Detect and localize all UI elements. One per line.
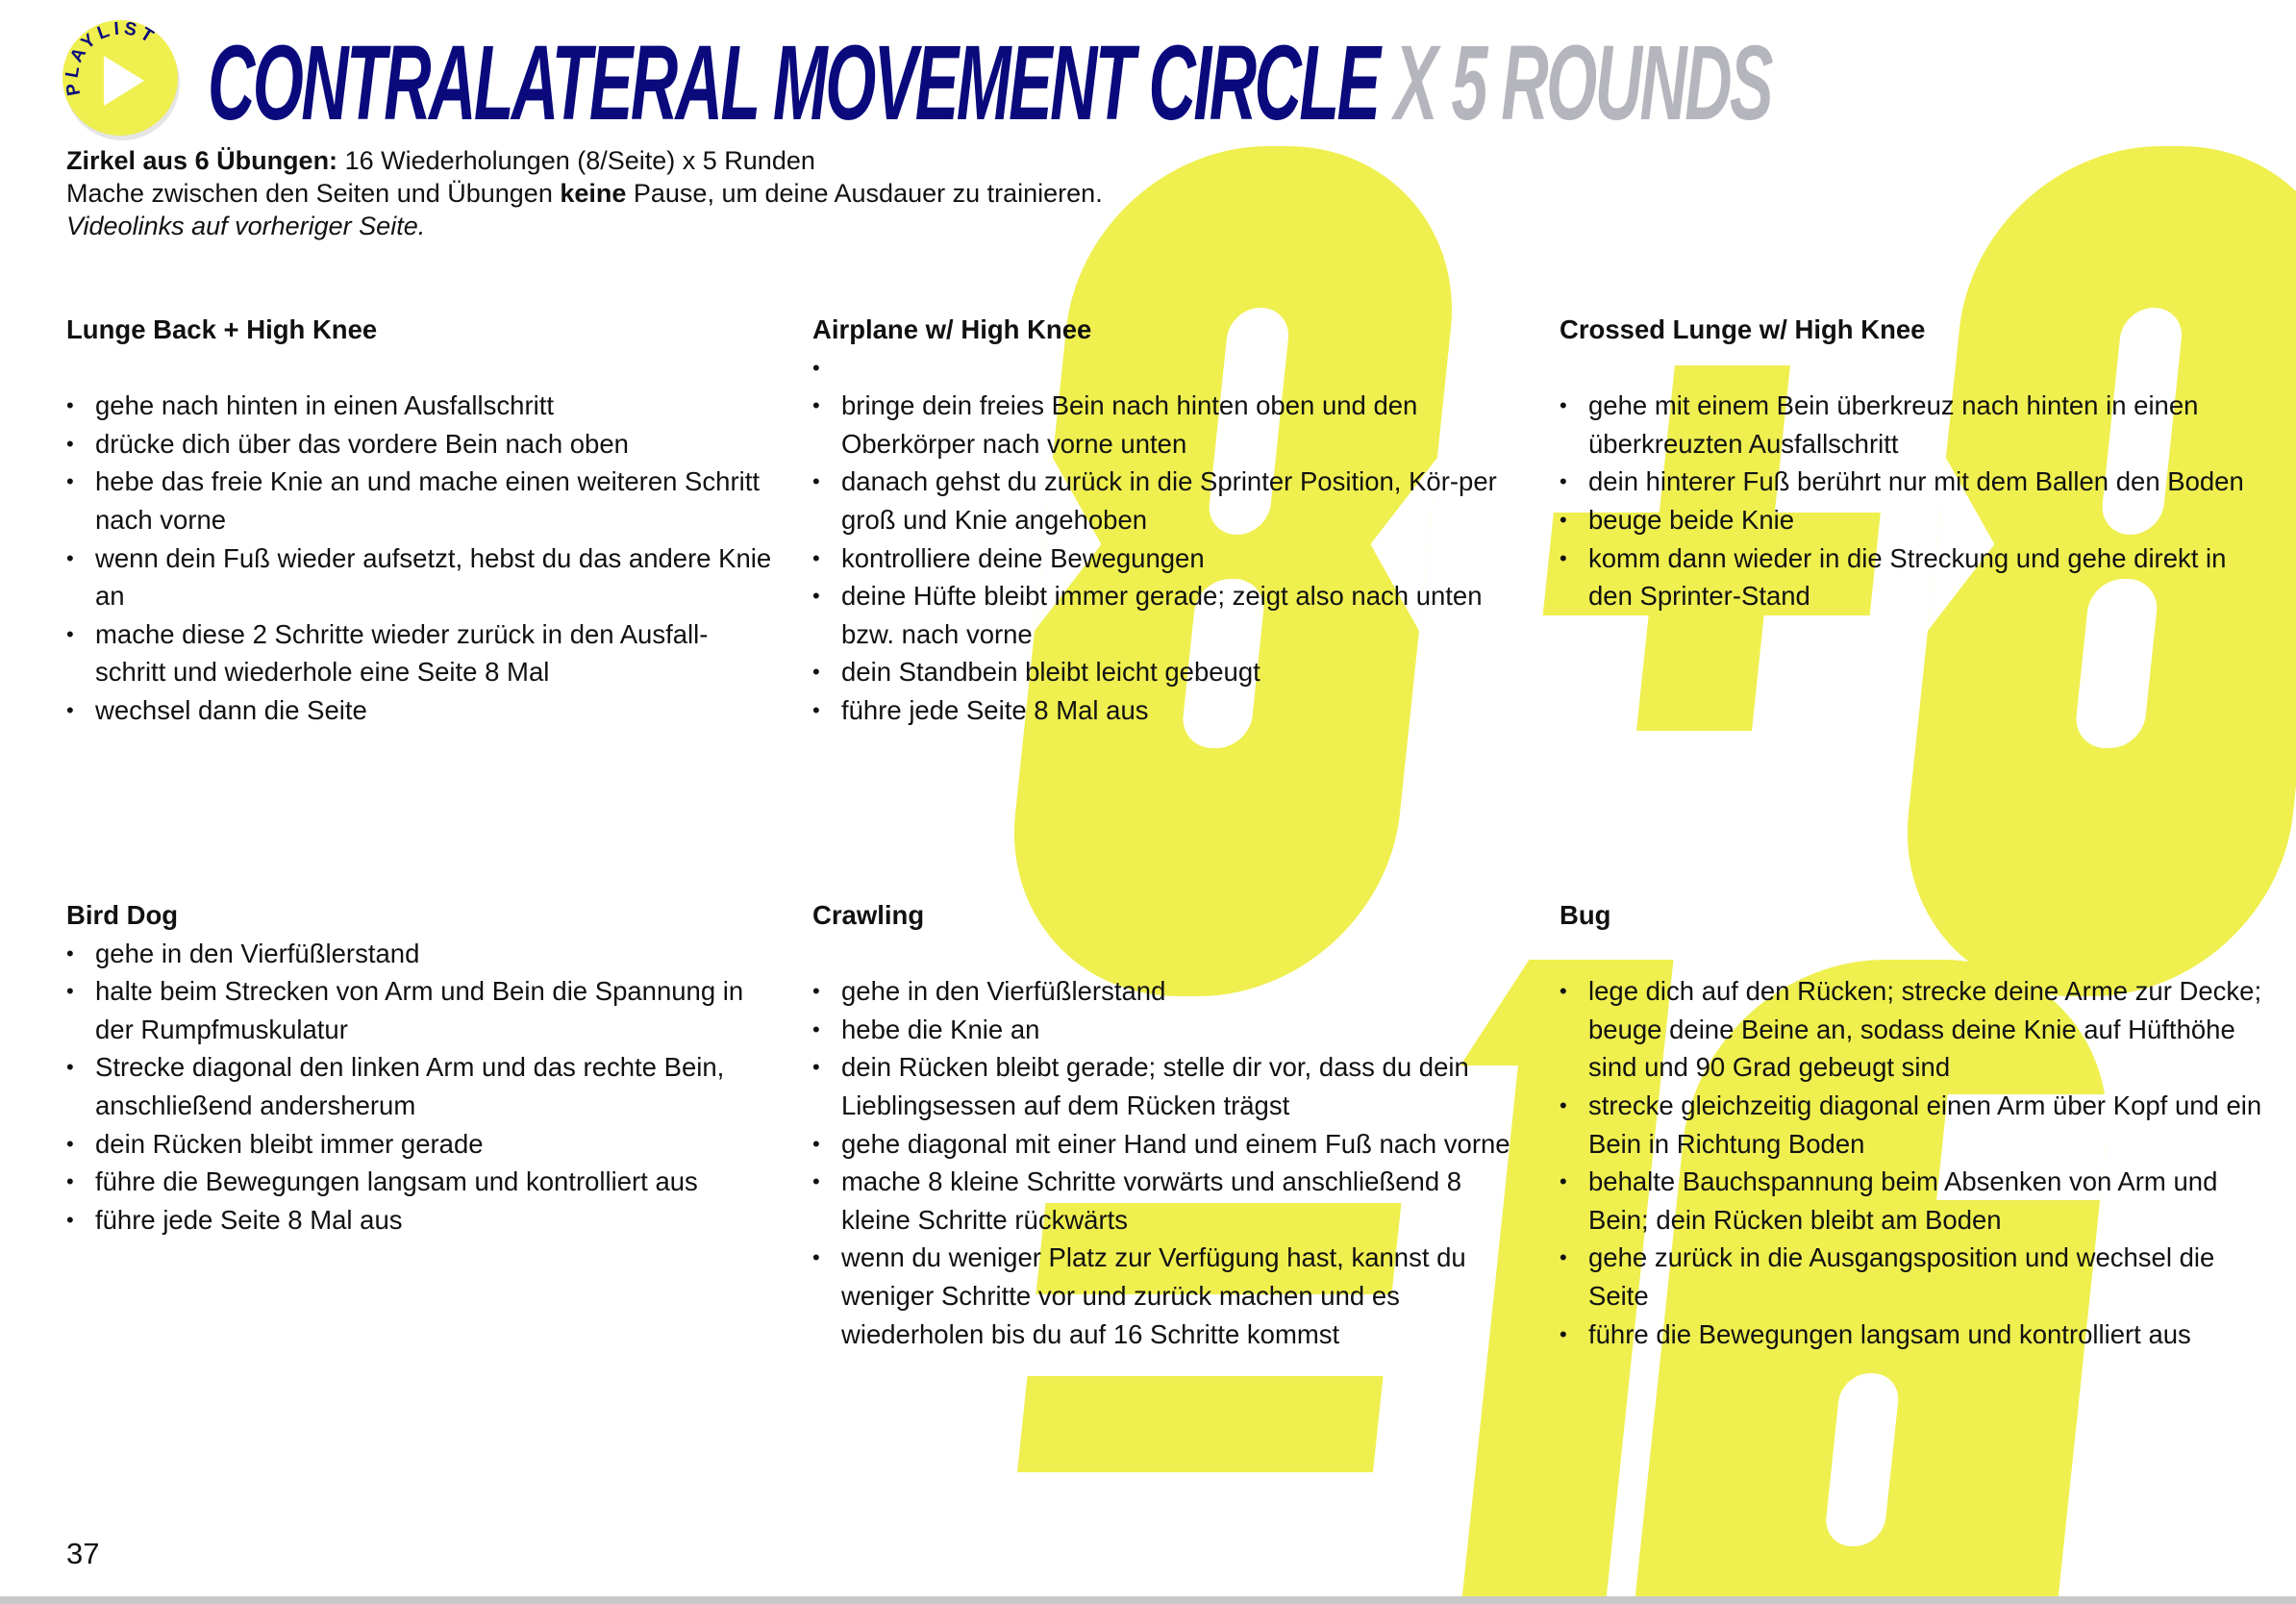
title-main: CONTRALATERAL MOVEMENT CIRCLE: [208, 24, 1379, 142]
list-item: • Strecke diagonal den linken Arm und das rechte Bein, anschließend andersherum: [66, 1048, 778, 1124]
list-item: • gehe nach hinten in einen Ausfallschritt: [66, 387, 778, 425]
exercise-steps: [1560, 387, 2271, 615]
exercise-steps: [812, 972, 1524, 1353]
intro-text-end: Pause, um deine Ausdauer zu trainieren.: [626, 179, 1103, 208]
exercise-steps: [66, 387, 778, 729]
list-item: • lege dich auf den Rücken; strecke deine Arme zur Decke; beuge deine Beine an, sodass deine Knie auf Hüfthöhe sind und 90 Grad gebeugt sind: [1560, 972, 2271, 1087]
list-item: • führe jede Seite 8 Mal aus: [812, 691, 1524, 730]
exercise-title: Crossed Lunge w/ High Knee: [1560, 314, 1926, 344]
list-item: • beuge beide Knie: [1560, 501, 2271, 539]
exercise-bug: [1560, 896, 2271, 1353]
list-item: • bringe dein freies Bein nach hinten oben und den Oberkörper nach vorne unten: [812, 387, 1524, 463]
list-item: • dein Rücken bleibt gerade; stelle dir vor, dass du dein Lieblingsessen auf dem Rücken trägst: [812, 1048, 1524, 1124]
list-item: • dein Rücken bleibt immer gerade: [66, 1125, 778, 1164]
logo-text: PLAYLIST: [62, 18, 161, 98]
intro-reps: 16 Wiederholungen (8/Seite) x 5 Runden: [337, 146, 815, 175]
list-item: • gehe zurück in die Ausgangsposition und wechsel die Seite: [1560, 1239, 2271, 1315]
exercise-crossed-lunge: [1560, 311, 2271, 615]
list-item: • führe die Bewegungen langsam und kontrolliert aus: [66, 1163, 778, 1201]
exercise-lunge-back: [66, 311, 778, 730]
exercise-airplane: [812, 311, 1524, 730]
exercise-steps: [812, 349, 1524, 730]
exercise-steps: [66, 935, 778, 1240]
list-item: • gehe diagonal mit einer Hand und einem Fuß nach vorne: [812, 1125, 1524, 1164]
list-item: • deine Hüfte bleibt immer gerade; zeigt also nach unten bzw. nach vorne: [812, 577, 1524, 653]
exercise-title: Crawling: [812, 900, 925, 930]
list-item: [812, 349, 1524, 388]
intro-videolinks: Videolinks auf vorheriger Seite.: [66, 212, 426, 240]
list-item: • gehe in den Vierfüßlerstand: [66, 935, 778, 973]
spacer: [1560, 935, 2271, 973]
list-item: • führe die Bewegungen langsam und kontrolliert aus: [1560, 1316, 2271, 1354]
playlist-logo[interactable]: [60, 17, 185, 142]
title-sub: X 5 ROUNDS: [1393, 24, 1772, 142]
list-item: • dein Standbein bleibt leicht gebeugt: [812, 653, 1524, 691]
intro-emphasis: keine: [560, 179, 627, 208]
intro: [66, 144, 1103, 242]
list-item: • hebe das freie Knie an und mache einen weiteren Schritt nach vorne: [66, 463, 778, 539]
exercise-bird-dog: [66, 896, 778, 1239]
bottom-divider: [0, 1596, 2296, 1604]
list-item: • gehe mit einem Bein überkreuz nach hinten in einen überkreuzten Ausfallschritt: [1560, 387, 2271, 463]
spacer: [812, 935, 1524, 973]
exercise-title: Bird Dog: [66, 900, 179, 930]
intro-text: Mache zwischen den Seiten und Übungen: [66, 179, 561, 208]
list-item: • danach gehst du zurück in die Sprinter Position, Kör-per groß und Knie angehoben: [812, 463, 1524, 539]
exercise-steps: [1560, 972, 2271, 1353]
list-item: • wechsel dann die Seite: [66, 691, 778, 730]
list-item: • hebe die Knie an: [812, 1011, 1524, 1049]
page-title: [208, 21, 1771, 146]
list-item: • strecke gleichzeitig diagonal einen Arm über Kopf und ein Bein in Richtung Boden: [1560, 1087, 2271, 1163]
exercise-title: Airplane w/ High Knee: [812, 314, 1092, 344]
exercise-title: Bug: [1560, 900, 1611, 930]
list-item: • wenn dein Fuß wieder aufsetzt, hebst du das andere Knie an: [66, 539, 778, 615]
list-item: • behalte Bauchspannung beim Absenken von Arm und Bein; dein Rücken bleibt am Boden: [1560, 1163, 2271, 1239]
exercise-crawling: [812, 896, 1524, 1353]
page-number: 37: [66, 1537, 100, 1570]
spacer: [1560, 349, 2271, 388]
list-item: • kontrolliere deine Bewegungen: [812, 539, 1524, 578]
list-item: • drücke dich über das vordere Bein nach oben: [66, 425, 778, 464]
list-item: • dein hinterer Fuß berührt nur mit dem Ballen den Boden: [1560, 463, 2271, 501]
list-item: • mache 8 kleine Schritte vorwärts und anschließend 8 kleine Schritte rückwärts: [812, 1163, 1524, 1239]
list-item: • wenn du weniger Platz zur Verfügung hast, kannst du weniger Schritte vor und zurück machen und es wiederholen bis du auf 16 Schritte kommst: [812, 1239, 1524, 1353]
exercise-title: Lunge Back + High Knee: [66, 314, 378, 344]
list-item: • komm dann wieder in die Streckung und gehe direkt in den Sprinter-Stand: [1560, 539, 2271, 615]
spacer: [66, 349, 778, 388]
list-item: • führe jede Seite 8 Mal aus: [66, 1201, 778, 1240]
list-item: • mache diese 2 Schritte wieder zurück in den Ausfall-schritt und wiederhole eine Seite 8 Mal: [66, 615, 778, 691]
intro-label: Zirkel aus 6 Übungen:: [66, 146, 338, 175]
list-item: • gehe in den Vierfüßlerstand: [812, 972, 1524, 1011]
list-item: • halte beim Strecken von Arm und Bein die Spannung in der Rumpfmuskulatur: [66, 972, 778, 1048]
